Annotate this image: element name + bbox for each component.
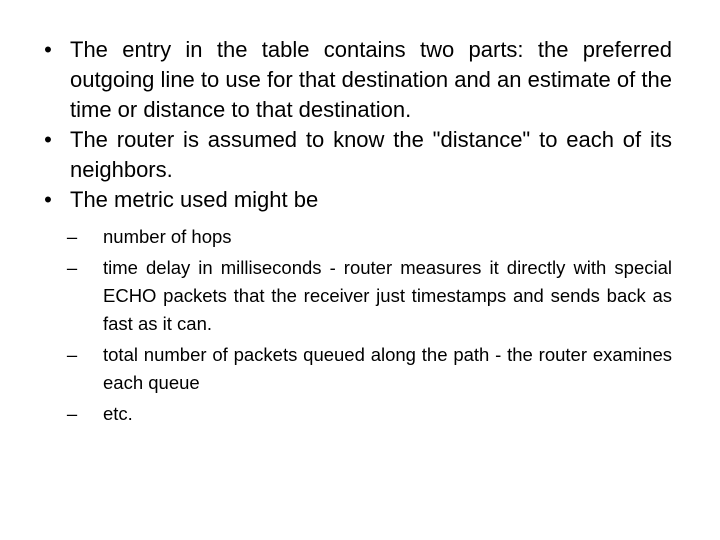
sub-bullet-item [57,341,672,397]
bullet-item [36,125,672,185]
bullet-marker: • [44,187,52,212]
sub-bullet-text: number of hops [103,226,232,247]
sub-bullet-marker: – [66,403,78,424]
bullet-marker: • [44,37,52,62]
sub-bullet-text: time delay in milliseconds - router measures it directly with special ECHO packets that the receiver just timestamps and sends back as fast as it can. [103,257,672,334]
sub-bullet-item [57,400,672,428]
bullet-marker: • [44,127,52,152]
bullet-list [36,35,672,215]
sub-bullet-item [57,254,672,338]
bullet-text: The entry in the table contains two parts: the preferred outgoing line to use for that destination and an estimate of the time or distance to that destination. [70,37,672,122]
bullet-item [36,35,672,125]
sub-bullet-marker: – [66,344,78,365]
bullet-text: The router is assumed to know the "distance" to each of its neighbors. [70,127,672,182]
sub-bullet-marker: – [66,226,78,247]
sub-bullet-item [57,223,672,251]
bullet-item [36,185,672,215]
sub-bullet-marker: – [66,257,78,278]
sub-bullet-text: total number of packets queued along the path - the router examines each queue [103,344,672,393]
slide-content [36,35,672,431]
bullet-text: The metric used might be [70,187,319,212]
sub-bullet-list [57,223,672,428]
sub-bullet-text: etc. [103,403,133,424]
